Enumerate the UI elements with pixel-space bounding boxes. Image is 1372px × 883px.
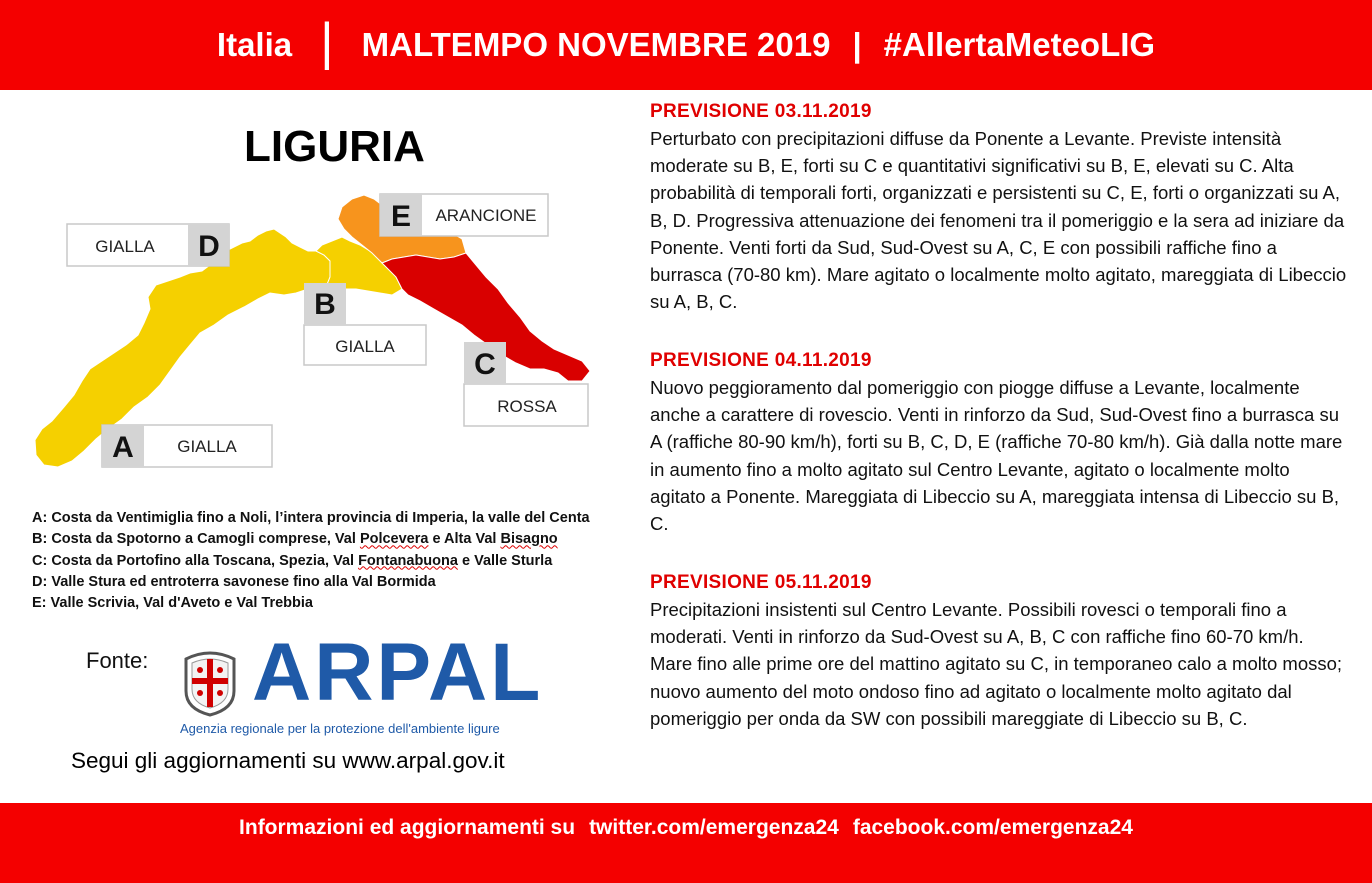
footer-twitter-link[interactable]: twitter.com/emergenza24 [589,816,839,839]
follow-updates-text: Segui gli aggiornamenti su www.arpal.gov.it [71,748,505,773]
legend-zone-b [32,529,590,550]
region-title: LIGURIA [244,122,425,171]
legend-b-text-2: Polcevera [359,531,429,548]
arpal-logo-text: ARPAL [252,627,544,718]
legend-zone-d: D: Valle Stura ed entroterra savonese fino alla Val Bormida [32,573,436,590]
zone-a-letter: A [112,431,134,464]
header-band [0,0,1372,90]
legend-zone-c [32,551,590,572]
forecast-title: PREVISIONE 04.11.2019 [650,350,872,371]
zone-b-letter: B [314,288,336,321]
footer-facebook-link[interactable]: facebook.com/emergenza24 [852,816,1133,839]
forecast-block [650,101,1350,315]
zone-e-letter: E [390,200,412,233]
forecast-block [650,350,1350,537]
header-divider: | [320,13,334,71]
footer-prefix: Informazioni ed aggiornamenti su [239,816,576,839]
forecast-block [650,572,1350,732]
forecast-title: PREVISIONE 03.11.2019 [650,101,872,122]
legend-b-text-4: Bisagno [500,531,558,548]
zone-b-level: GIALLA [335,337,395,356]
legend-c-text-1: C: Costa da Portofino alla Toscana, Spezia, Val [32,552,359,569]
header-hashtag: #AllertaMeteoLIG [883,26,1156,63]
legend-c-text-2: Fontanabuona [358,552,458,569]
source-label: Fonte: [86,648,149,673]
zone-e-level: ARANCIONE [435,206,537,225]
forecast-text: Precipitazioni insistenti sul Centro Levante. Possibili rovesci o temporali fino a moderati. Venti in rinforzo da Sud-Ovest su A, B, C con raffiche fino 60-70 km/h. Mare fino alle prime ore del mattino agitato su C, in temporaneo calo a molto mosso; nuovo aumento del moto ondoso fino ad agitato o localmente molto agitato dal pomeriggio per onda da SW con possibili mareggiate di Libeccio su B, C. [650,599,1343,729]
header-title: MALTEMPO NOVEMBRE 2019 [361,26,831,63]
legend-c-text-3: e Valle Sturla [457,552,553,569]
liguria-alert-map [30,185,600,480]
zone-legend [32,508,590,614]
legend-b-text-3: e Alta Val [428,531,501,548]
arpal-logo-subtitle: Agenzia regionale per la protezione dell'ambiente ligure [180,721,500,736]
legend-zone-e: E: Valle Scrivia, Val d'Aveto e Val Trebbia [32,595,313,612]
zone-c-level: ROSSA [497,397,557,416]
liguria-crest-icon [180,645,240,717]
zone-d-letter: D [198,230,220,263]
forecast-text: Perturbato con precipitazioni diffuse da Ponente a Levante. Previste intensità moderate su B, E, forti su C e quantitativi significativi su B, E, elevati su C. Alta probabilità di temporali forti, organizzati e persistenti su C, E, forti o organizzati su A, B, D. Progressiva attenuazione dei fenomeni tra il pomeriggio e la sera ad iniziare da Ponente. Venti forti da Sud, Sud-Ovest su A, C, E con possibili raffiche fino a burrasca (70-80 km). Mare agitato o localmente molto agitato, mareggiata di Libeccio su A, B, C. [650,128,1347,313]
forecast-text: Nuovo peggioramento dal pomeriggio con piogge diffuse a Levante, localmente anche a carattere di rovescio. Venti in rinforzo da Sud, Sud-Ovest fino a burrasca su A (raffiche 80-90 km/h), forti su B, C, D, E (raffiche 70-80 km/h). Già dalla notte mare in aumento fino a molto agitato sul Centro Levante, agitato o localmente molto agitato a Ponente. Mareggiata di Libeccio su A, mareggiata intensa di Libeccio su B, C. [650,377,1343,535]
zone-a-level: GIALLA [177,437,237,456]
legend-b-text-1: B: Costa da Spotorno a Camogli comprese, Val [32,531,360,548]
header-divider-2: | [852,26,862,63]
zone-d-level: GIALLA [95,237,155,256]
forecast-title: PREVISIONE 05.11.2019 [650,572,872,593]
header-country: Italia [216,26,293,63]
zone-c-letter: C [474,348,496,381]
footer-band [0,803,1372,883]
legend-zone-a: A: Costa da Ventimiglia fino a Noli, l’intera provincia di Imperia, la valle del Centa [32,510,590,526]
